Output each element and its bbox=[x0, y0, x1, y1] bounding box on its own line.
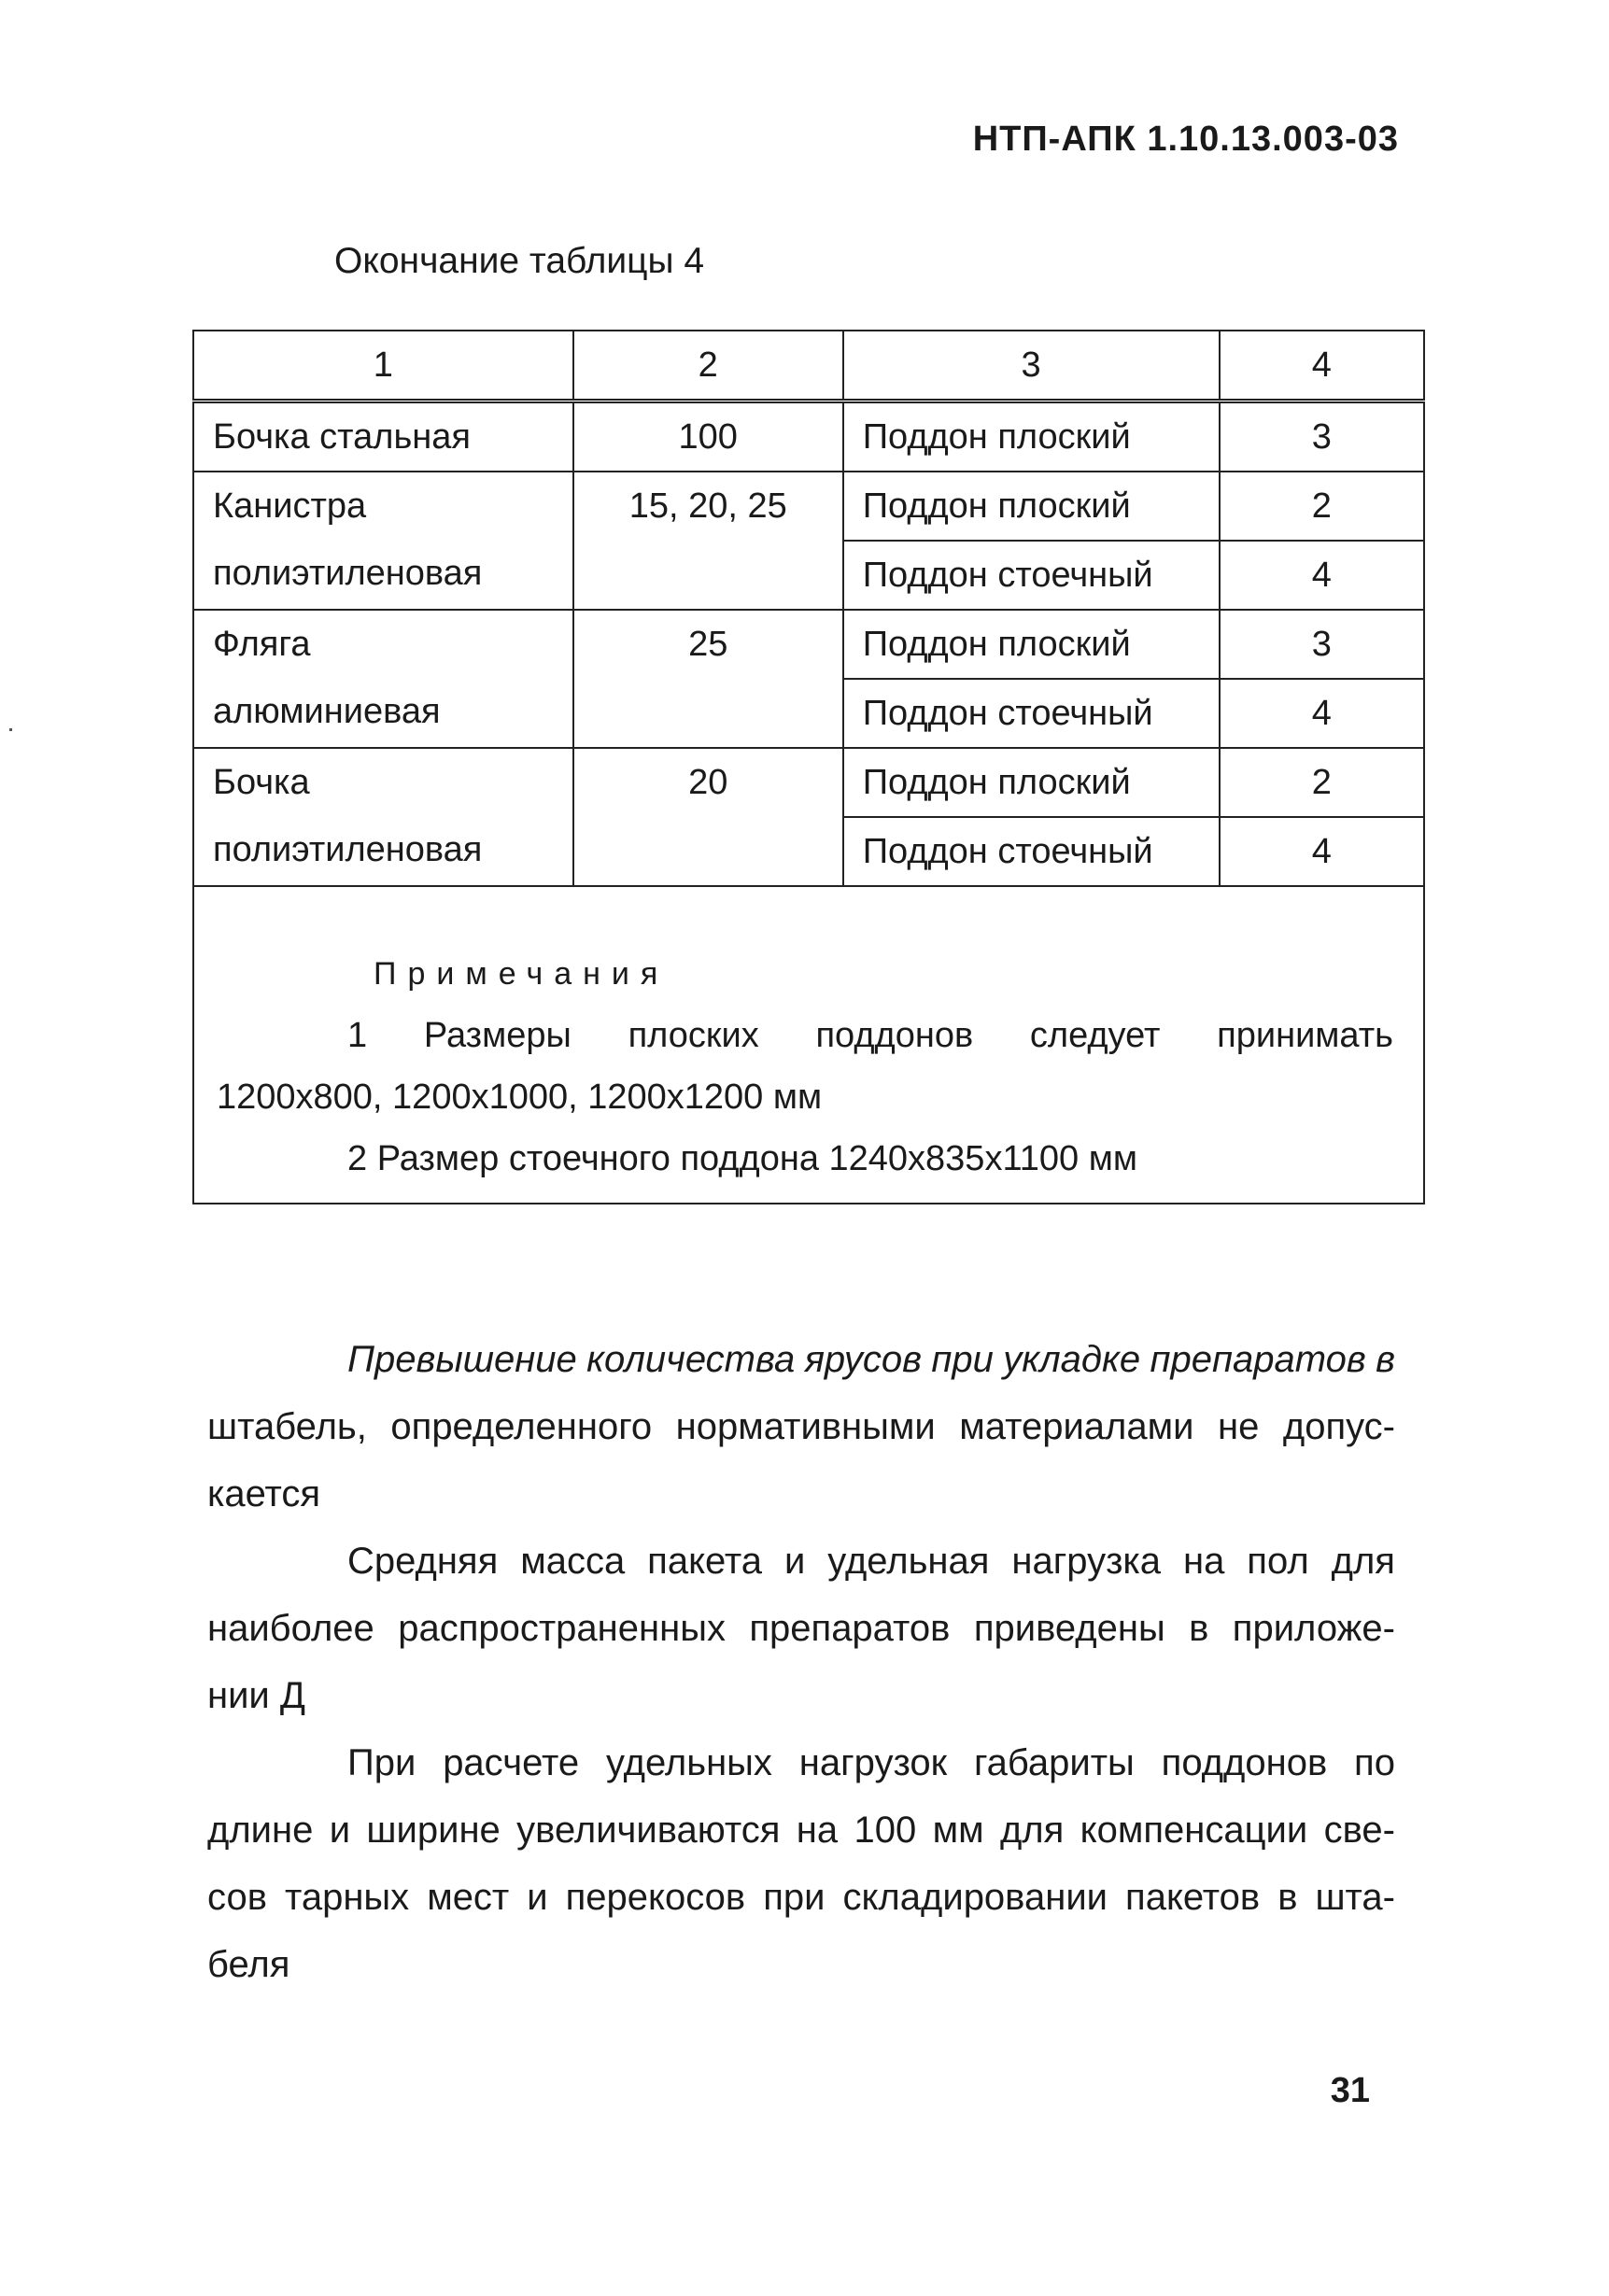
word: мм bbox=[932, 1810, 984, 1851]
table-row bbox=[193, 472, 1424, 541]
paragraph-line: беля bbox=[207, 1944, 290, 1985]
word: масса bbox=[520, 1541, 626, 1582]
container-volume: 25 bbox=[573, 610, 843, 748]
word: При bbox=[347, 1742, 416, 1783]
word: удельная bbox=[827, 1541, 990, 1582]
paragraph-line bbox=[207, 1393, 1395, 1460]
word: приложе- bbox=[1232, 1608, 1395, 1649]
word: нагрузка bbox=[1011, 1541, 1162, 1582]
paragraph-line bbox=[207, 1326, 1395, 1393]
header-col-1: 1 bbox=[193, 331, 573, 401]
word: ширине bbox=[366, 1810, 501, 1851]
word: приведены bbox=[973, 1608, 1165, 1649]
paragraph-line bbox=[207, 1729, 1395, 1796]
container-name-line2: полиэтиленовая bbox=[213, 830, 483, 869]
container-name-text: Бочка стальная bbox=[213, 417, 471, 457]
word: удельных bbox=[605, 1742, 772, 1783]
word: шта- bbox=[1315, 1877, 1395, 1918]
paragraph-line bbox=[207, 1796, 1395, 1864]
tier-count: 4 bbox=[1220, 679, 1424, 748]
tier-count: 4 bbox=[1220, 817, 1424, 886]
word: штабель, bbox=[207, 1406, 367, 1447]
note-word: поддонов bbox=[815, 1016, 974, 1055]
word: ярусов bbox=[804, 1339, 922, 1380]
container-name bbox=[193, 472, 573, 610]
tier-count: 2 bbox=[1220, 472, 1424, 541]
pallet-type: Поддон плоский bbox=[843, 610, 1220, 679]
word: расчете bbox=[443, 1742, 580, 1783]
word: Превышение bbox=[347, 1339, 577, 1380]
word: длине bbox=[207, 1810, 314, 1851]
word: для bbox=[1331, 1541, 1395, 1582]
paragraph-line: кается bbox=[207, 1473, 321, 1514]
container-volume: 15, 20, 25 bbox=[573, 472, 843, 610]
note-word: Размеры bbox=[423, 1016, 572, 1055]
tier-count: 3 bbox=[1220, 610, 1424, 679]
body-text bbox=[207, 1326, 1395, 1998]
word: увеличиваются bbox=[516, 1810, 781, 1851]
word: наиболее bbox=[207, 1608, 374, 1649]
header-col-3: 3 bbox=[843, 331, 1220, 401]
pallet-type: Поддон стоечный bbox=[843, 541, 1220, 610]
table-row bbox=[193, 748, 1424, 817]
container-name-line2: алюминиевая bbox=[213, 692, 441, 731]
word: сов bbox=[207, 1877, 267, 1918]
word: све- bbox=[1323, 1810, 1395, 1851]
word: складировании bbox=[842, 1877, 1108, 1918]
pallet-type: Поддон плоский bbox=[843, 401, 1220, 472]
word: и bbox=[329, 1810, 351, 1851]
notes-row bbox=[193, 886, 1424, 1204]
word: и bbox=[784, 1541, 806, 1582]
note-1-line-2: 1200x800, 1200x1000, 1200x1200 мм bbox=[217, 1078, 823, 1117]
tier-count: 3 bbox=[1220, 401, 1424, 472]
tier-count: 2 bbox=[1220, 748, 1424, 817]
container-volume: 20 bbox=[573, 748, 843, 886]
word: распространенных bbox=[398, 1608, 726, 1649]
table-row bbox=[193, 610, 1424, 679]
header-col-4: 4 bbox=[1220, 331, 1424, 401]
pallet-type: Поддон плоский bbox=[843, 748, 1220, 817]
word: при bbox=[931, 1339, 994, 1380]
container-volume: 100 bbox=[573, 401, 843, 472]
word: поддонов bbox=[1161, 1742, 1328, 1783]
word: в bbox=[1277, 1877, 1298, 1918]
word: и bbox=[527, 1877, 548, 1918]
word: определенного bbox=[390, 1406, 653, 1447]
paragraph bbox=[207, 1528, 1395, 1729]
word: 100 bbox=[854, 1810, 917, 1851]
word: на bbox=[796, 1810, 839, 1851]
pallet-type: Поддон плоский bbox=[843, 472, 1220, 541]
document-code: НТП-АПК 1.10.13.003-03 bbox=[972, 120, 1399, 159]
header-col-2: 2 bbox=[573, 331, 843, 401]
word: мест bbox=[427, 1877, 510, 1918]
container-name bbox=[193, 748, 573, 886]
word: препаратов bbox=[749, 1608, 951, 1649]
word: при bbox=[763, 1877, 826, 1918]
container-name bbox=[193, 610, 573, 748]
paragraph-line bbox=[207, 1595, 1395, 1662]
paragraph-line bbox=[207, 1528, 1395, 1595]
pallet-type: Поддон стоечный bbox=[843, 817, 1220, 886]
container-name-line1: Бочка bbox=[213, 763, 310, 802]
note-1-line-1 bbox=[217, 1005, 1393, 1066]
note-word: плоских bbox=[628, 1016, 759, 1055]
paragraph-line: нии Д bbox=[207, 1675, 305, 1716]
header-row bbox=[193, 331, 1424, 401]
table-row bbox=[193, 401, 1424, 472]
note-word: следует bbox=[1029, 1016, 1161, 1055]
word: пакета bbox=[647, 1541, 763, 1582]
word: не bbox=[1218, 1406, 1260, 1447]
word: для bbox=[999, 1810, 1065, 1851]
paragraph-line bbox=[207, 1864, 1395, 1931]
word: компенсации bbox=[1080, 1810, 1308, 1851]
paragraph bbox=[207, 1326, 1395, 1528]
page-number: 31 bbox=[1330, 2071, 1370, 2110]
table-caption: Окончание таблицы 4 bbox=[334, 241, 705, 281]
note-word: принимать bbox=[1217, 1016, 1393, 1055]
word: количества bbox=[586, 1339, 796, 1380]
word: тарных bbox=[284, 1877, 410, 1918]
word: пакетов bbox=[1125, 1877, 1261, 1918]
table-header bbox=[193, 331, 1424, 401]
container-name-line2: полиэтиленовая bbox=[213, 554, 483, 593]
word: препаратов bbox=[1150, 1339, 1366, 1380]
word: по bbox=[1354, 1742, 1395, 1783]
container-name bbox=[193, 401, 573, 472]
pallet-type: Поддон стоечный bbox=[843, 679, 1220, 748]
paragraph bbox=[207, 1729, 1395, 1998]
note-word: 1 bbox=[347, 1016, 368, 1055]
word: габариты bbox=[973, 1742, 1135, 1783]
word: в bbox=[1376, 1339, 1395, 1380]
notes-title: Примечания bbox=[374, 956, 670, 992]
word: материалами bbox=[959, 1406, 1194, 1447]
word: нагрузок bbox=[798, 1742, 948, 1783]
word: на bbox=[1183, 1541, 1225, 1582]
container-name-line1: Фляга bbox=[213, 625, 311, 664]
container-name-line1: Канистра bbox=[213, 486, 367, 526]
table-body bbox=[193, 401, 1424, 1204]
notes-cell bbox=[193, 886, 1424, 1204]
pallet-table bbox=[192, 330, 1425, 1204]
word: нормативными bbox=[675, 1406, 936, 1447]
word: Средняя bbox=[347, 1541, 499, 1582]
word: укладке bbox=[1003, 1339, 1141, 1380]
word: пол bbox=[1247, 1541, 1309, 1582]
tier-count: 4 bbox=[1220, 541, 1424, 610]
word: перекосов bbox=[565, 1877, 746, 1918]
note-2: 2 Размер стоечного поддона 1240x835x1100 мм bbox=[347, 1139, 1137, 1178]
scan-speck bbox=[9, 728, 12, 731]
word: допус- bbox=[1282, 1406, 1395, 1447]
word: в bbox=[1189, 1608, 1209, 1649]
